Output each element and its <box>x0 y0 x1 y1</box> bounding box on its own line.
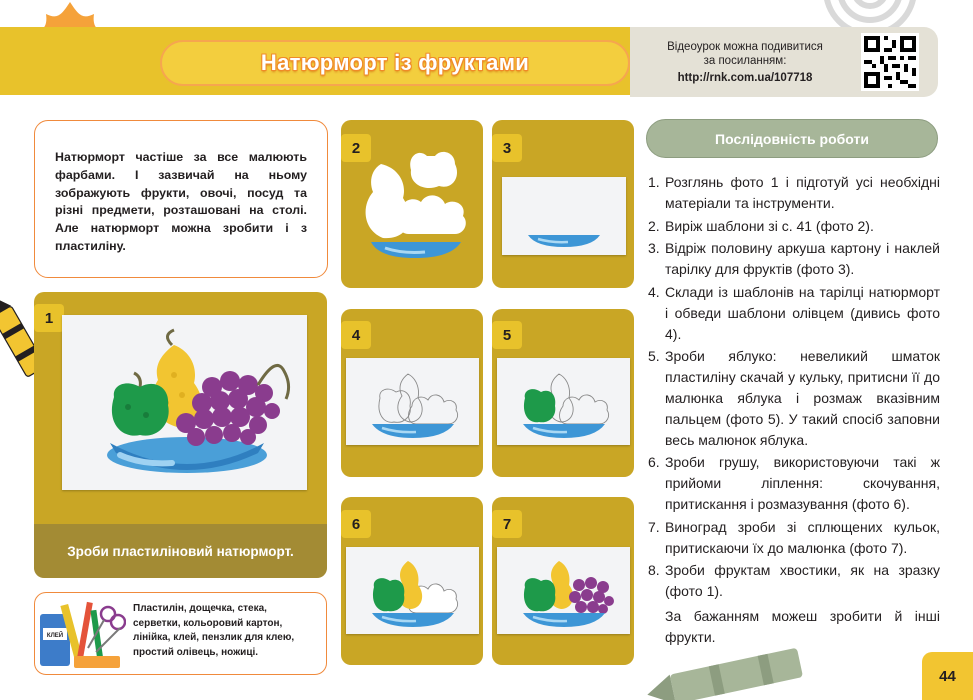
step-number: 3. <box>648 240 660 257</box>
video-url[interactable]: http://rnk.com.ua/107718 <box>677 72 813 84</box>
photo-number-5: 5 <box>492 321 522 349</box>
photo-number-4: 4 <box>341 321 371 349</box>
photo-2-templates <box>355 150 475 260</box>
step-item <box>648 517 940 559</box>
step-text: Виноград зроби зі сплющених кульок, притискаючи їх до малюнка (фото 7). <box>665 518 940 556</box>
step-text: Виріж шаблони зі с. 41 (фото 2). <box>665 217 874 234</box>
plate-illustration <box>502 177 626 255</box>
step-number: 5. <box>648 348 660 365</box>
step-number: 4. <box>648 283 660 300</box>
steps-extra-note: За бажанням можеш зробити й інші фрукти. <box>665 607 940 645</box>
step-text: Розглянь фото 1 і підготуй усі необхідні матеріали та інструменти. <box>665 174 940 211</box>
green-crayon-decoration <box>640 640 820 700</box>
video-text-line-2: за посиланням: <box>703 55 787 67</box>
step-item <box>648 346 940 450</box>
step-item <box>648 216 940 237</box>
step-number: 7. <box>648 518 660 535</box>
still-life-illustration <box>62 315 307 490</box>
intro-text-box <box>34 120 328 278</box>
photo-1-still-life <box>62 315 307 490</box>
step-number: 2. <box>648 217 660 234</box>
photo-5-apple <box>497 358 630 445</box>
steps-list <box>648 172 940 648</box>
photo-number-3: 3 <box>492 134 522 162</box>
photo-number-6: 6 <box>341 510 371 538</box>
pear-step-illustration <box>346 547 479 634</box>
page-number: 44 <box>922 652 973 700</box>
step-text: Відріж половину аркуша картону і наклей тарілку для фруктів (фото 3). <box>665 240 940 278</box>
qr-code-icon <box>864 36 916 88</box>
photo-number-2: 2 <box>341 134 371 162</box>
photo-4-outlines <box>346 358 479 445</box>
photo-6-pear <box>346 547 479 634</box>
step-number: 8. <box>648 562 660 579</box>
photo-7-grapes <box>497 547 630 634</box>
step-number: 6. <box>648 454 660 471</box>
step-number: 1. <box>648 174 660 190</box>
step-item <box>648 452 940 514</box>
step-item <box>648 172 940 214</box>
photo-3-plate <box>502 177 626 255</box>
outline-illustration <box>346 358 479 445</box>
photo-number-7: 7 <box>492 510 522 538</box>
step-item <box>648 560 940 602</box>
materials-list: Пластилін, дощечка, стека, серветки, кольоровий картон, лінійка, клей, пензлик для клею, простий олівець, ножиці. <box>133 603 295 658</box>
step-text: Зроби фруктам хвостики, як на зразку (фото 1). <box>665 562 940 600</box>
intro-text: Натюрморт частіше за все малюють фарбами. І зазвичай на ньому зображують фрукти, овочі, посуд та різні предмети, розташовані на столі. Але натюрморт можна зробити і з пластиліну. <box>55 150 307 253</box>
grapes-step-illustration <box>497 547 630 634</box>
glue-label: КЛЕЙ <box>46 633 64 639</box>
steps-heading: Послідовність роботи <box>646 119 938 158</box>
step-item <box>648 238 940 280</box>
title-pill <box>160 40 630 86</box>
photo-number-1: 1 <box>34 304 64 332</box>
qr-code[interactable] <box>861 33 919 91</box>
video-text-line-1: Відеоурок можна подивитися <box>667 41 823 53</box>
step-text: Склади із шаблонів на тарілці натюрморт і обведи шаблони олівцем (дивись фото 4). <box>665 283 940 342</box>
step-text: Зроби грушу, використовуючи такі ж прийоми ліплення: скочування, притискання і розмазування (фото 6). <box>665 454 940 512</box>
page-title: Натюрморт із фруктами <box>260 50 530 75</box>
apple-step-illustration <box>497 358 630 445</box>
photo-1-caption: Зроби пластиліновий натюрморт. <box>34 524 327 578</box>
step-item <box>648 282 940 344</box>
art-supplies-icon <box>38 596 126 672</box>
step-text: Зроби яблуко: невеликий шматок пластиліну скачай у кульку, притисни її до малюнка яблука і розмаж вказівним пальцем (фото 5). У такий спосіб заповни весь малюнок яблука. <box>665 348 940 448</box>
